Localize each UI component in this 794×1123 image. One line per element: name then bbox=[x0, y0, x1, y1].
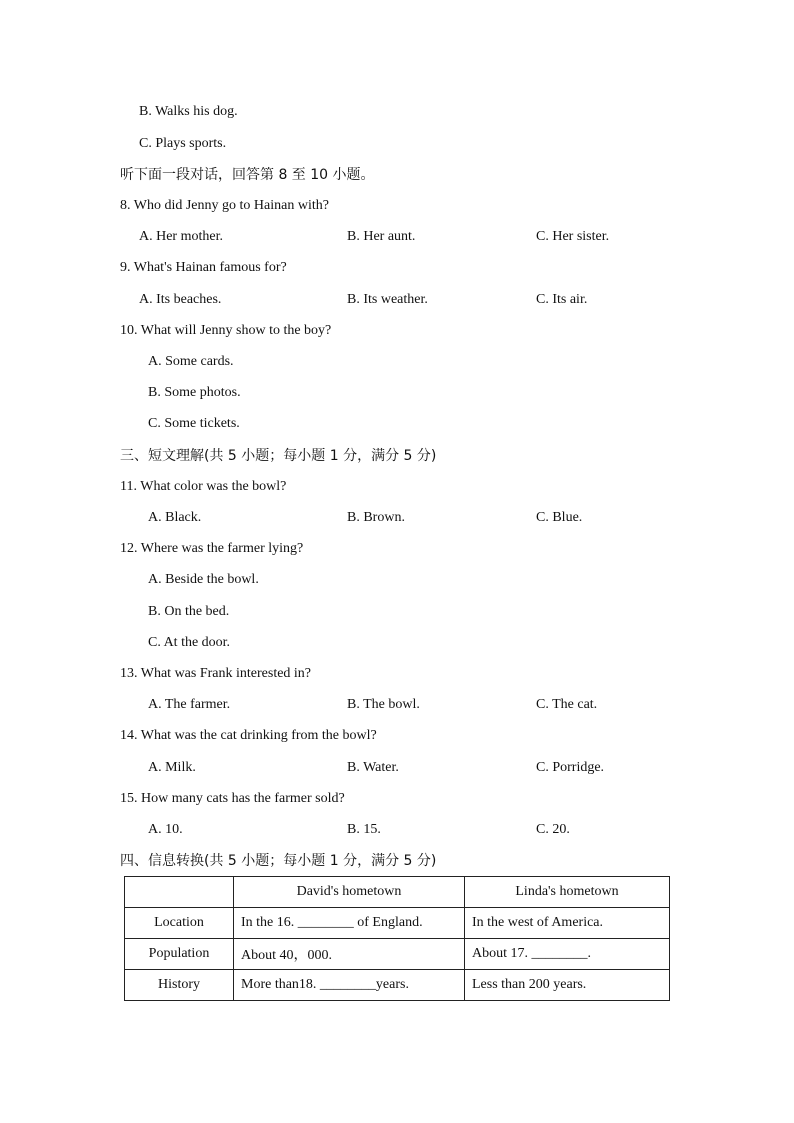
q12-option-c: C. At the door. bbox=[148, 635, 231, 650]
q13-option-a: A. The farmer. bbox=[148, 697, 231, 712]
table-header-cell bbox=[125, 877, 234, 908]
question-14: 14. What was the cat drinking from the bowl? bbox=[120, 728, 377, 743]
q9-option-a: A. Its beaches. bbox=[139, 292, 222, 307]
prev-option-b: B. Walks his dog. bbox=[139, 104, 238, 119]
q15-option-b: B. 15. bbox=[347, 822, 381, 837]
information-table bbox=[124, 876, 670, 1001]
question-12: 12. Where was the farmer lying? bbox=[120, 541, 304, 556]
table-cell: About 40，000. bbox=[234, 939, 465, 970]
table-row bbox=[125, 908, 670, 939]
table-cell: Less than 200 years. bbox=[465, 970, 670, 1001]
q10-option-c: C. Some tickets. bbox=[148, 416, 240, 431]
table-cell: In the west of America. bbox=[465, 908, 670, 939]
table-header-cell: Linda's hometown bbox=[465, 877, 670, 908]
question-9: 9. What's Hainan famous for? bbox=[120, 260, 287, 275]
q11-option-a: A. Black. bbox=[148, 510, 202, 525]
row-label-location: Location bbox=[125, 908, 234, 939]
q13-option-b: B. The bowl. bbox=[347, 697, 420, 712]
q15-option-a: A. 10. bbox=[148, 822, 183, 837]
table-row bbox=[125, 939, 670, 970]
q11-option-c: C. Blue. bbox=[536, 510, 583, 525]
q13-option-c: C. The cat. bbox=[536, 697, 598, 712]
section-3-heading: 三、短文理解(共 5 小题；每小题 1 分，满分 5 分) bbox=[120, 448, 437, 464]
question-10: 10. What will Jenny show to the boy? bbox=[120, 323, 332, 338]
question-15: 15. How many cats has the farmer sold? bbox=[120, 791, 345, 806]
q9-option-c: C. Its air. bbox=[536, 292, 588, 307]
row-label-population: Population bbox=[125, 939, 234, 970]
question-8: 8. Who did Jenny go to Hainan with? bbox=[120, 198, 329, 213]
q12-option-b: B. On the bed. bbox=[148, 604, 230, 619]
q8-option-a: A. Her mother. bbox=[139, 229, 223, 244]
section-listening-instruction: 听下面一段对话，回答第 8 至 10 小题。 bbox=[120, 167, 375, 183]
q14-option-b: B. Water. bbox=[347, 760, 399, 775]
q10-option-a: A. Some cards. bbox=[148, 354, 234, 369]
prev-option-c: C. Plays sports. bbox=[139, 136, 227, 151]
q14-option-a: A. Milk. bbox=[148, 760, 196, 775]
q14-option-c: C. Porridge. bbox=[536, 760, 605, 775]
table-cell: In the 16. ________ of England. bbox=[234, 908, 465, 939]
table-cell: About 17. ________. bbox=[465, 939, 670, 970]
q8-option-c: C. Her sister. bbox=[536, 229, 610, 244]
question-11: 11. What color was the bowl? bbox=[120, 479, 287, 494]
section-4-heading: 四、信息转换(共 5 小题；每小题 1 分，满分 5 分) bbox=[120, 853, 437, 869]
question-13: 13. What was Frank interested in? bbox=[120, 666, 312, 681]
q11-option-b: B. Brown. bbox=[347, 510, 405, 525]
q8-option-b: B. Her aunt. bbox=[347, 229, 416, 244]
q15-option-c: C. 20. bbox=[536, 822, 570, 837]
table-header-row bbox=[125, 877, 670, 908]
row-label-history: History bbox=[125, 970, 234, 1001]
table-row bbox=[125, 970, 670, 1001]
q12-option-a: A. Beside the bowl. bbox=[148, 572, 259, 587]
q10-option-b: B. Some photos. bbox=[148, 385, 241, 400]
q9-option-b: B. Its weather. bbox=[347, 292, 428, 307]
table-cell: More than18. ________years. bbox=[234, 970, 465, 1001]
table-header-cell: David's hometown bbox=[234, 877, 465, 908]
